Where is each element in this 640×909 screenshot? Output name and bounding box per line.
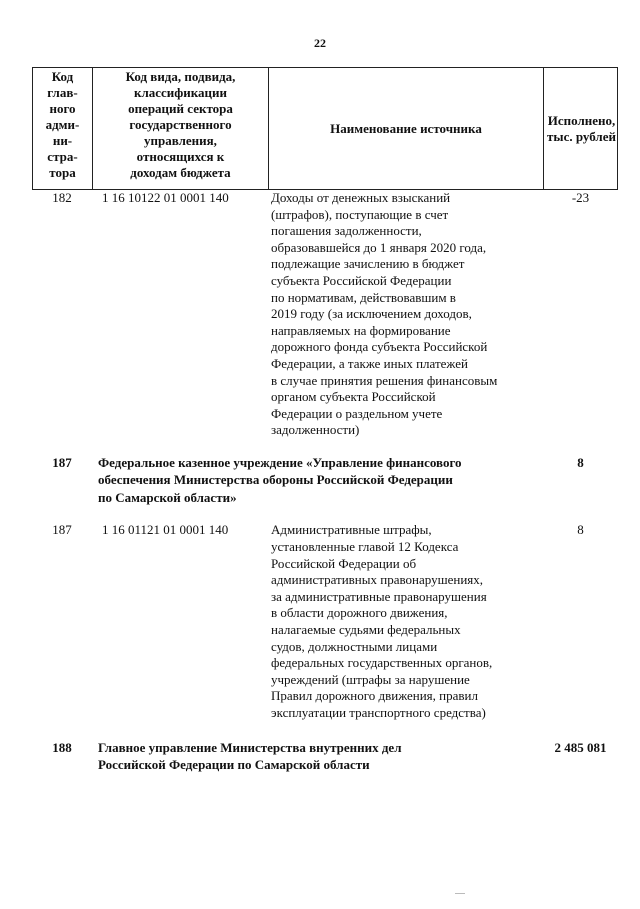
page-number: 22 xyxy=(314,36,326,50)
row-amount: -23 xyxy=(571,190,590,205)
table-row xyxy=(32,190,618,439)
row-amount: 8 xyxy=(577,522,584,538)
scan-mark xyxy=(455,893,465,894)
table-group-row xyxy=(32,454,618,507)
group-name: Главное управление Министерства внутренних дел Российской Федерации по Самарской области xyxy=(98,739,402,773)
group-name: Федеральное казенное учреждение «Управление финансового обеспечения Министерства обороны Российской Федерации по Самарской области» xyxy=(98,454,462,505)
header-executed: Исполнено, тыс. рублей xyxy=(547,112,616,144)
row-classification-code: 1 16 01121 01 0001 140 xyxy=(102,522,229,538)
header-admin-code: Код глав- ного адми- ни- стра- тора xyxy=(33,68,93,189)
row-source-name: Доходы от денежных взысканий (штрафов), поступающие в счет погашения задолженности, образовавшейся до 1 января 2020 года, подлежащие зачислению в бюджет субъекта Российской Федерации по нормативам, действовавшим в 2019 году (за исключением доходов, направляемых на формирование дорожного фонда субъекта Российской Федерации, а также иных платежей в случае принятия решения финансовым органом субъекта Российской Федерации о раздельном учете задолженности) xyxy=(271,190,498,438)
table-header xyxy=(32,67,618,190)
table-row xyxy=(32,522,618,721)
group-amount: 8 xyxy=(577,454,584,470)
row-admin-code: 182 xyxy=(52,190,72,205)
header-classification-code: Код вида, подвида, классификации операций сектора государственного управления, относящихся к доходам бюджета xyxy=(93,68,269,189)
header-source-name: Наименование источника xyxy=(269,68,544,189)
row-admin-code: 187 xyxy=(52,522,72,538)
group-admin-code: 187 xyxy=(52,454,72,470)
row-source-name: Административные штрафы, установленные главой 12 Кодекса Российской Федерации об административных правонарушениях, за административные правонарушения в области дорожного движения, налагаемые судьями федеральных судов, должностными лицами федеральных государственных органов, учреждений (штрафы за нарушение Правил дорожного движения, правил эксплуатации транспортного средства) xyxy=(271,522,493,720)
group-admin-code: 188 xyxy=(52,739,72,755)
table-group-row xyxy=(32,739,618,774)
group-amount: 2 485 081 xyxy=(554,739,607,755)
revenue-table xyxy=(32,67,618,774)
row-classification-code: 1 16 10122 01 0001 140 xyxy=(102,190,229,205)
